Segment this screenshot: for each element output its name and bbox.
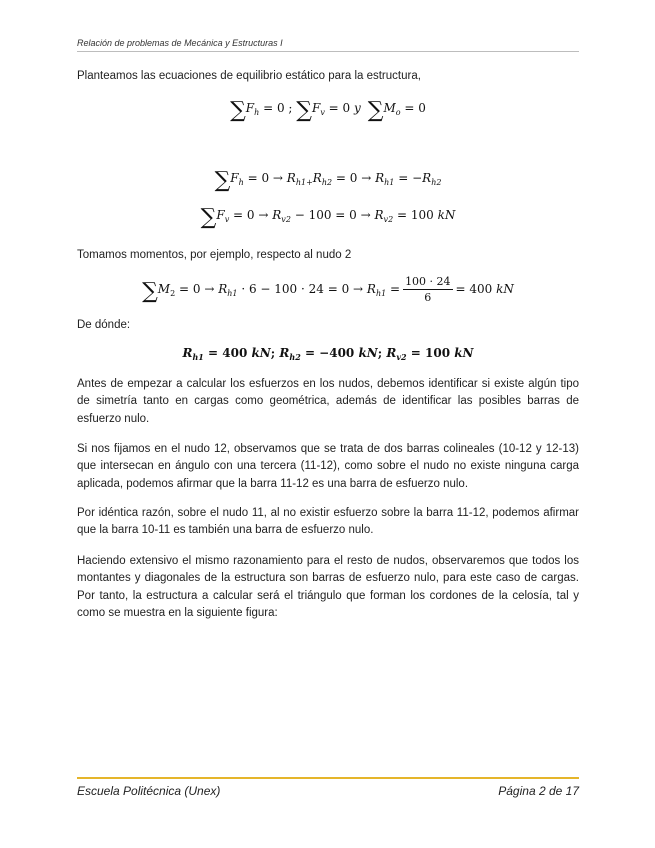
- fraction: $\frac{100 \cdot 24}{6}$: [405, 275, 451, 304]
- paragraph-intro: Planteamos las ecuaciones de equilibrio estático para la estructura,: [77, 70, 421, 82]
- equation-results: $R_{h1} = 400$ kN; $R_{h2} = -400$ kN; $R_{v2} = 100$ kN: [182, 346, 474, 362]
- paragraph-node-11: Por idéntica razón, sobre el nudo 11, al no existir esfuerzo sobre la barra 11-12, podemos afirmar que la barra 10-11 es también una barra de esfuerzo nulo.: [77, 507, 579, 537]
- page-header-title: Relación de problemas de Mecánica y Estructuras I: [77, 38, 283, 48]
- equation-horizontal-forces: $\sum F_h = 0 \to R_{h1+}R_{h2} = 0 \to R_{h1} = -R_{h2}$: [214, 168, 442, 193]
- footer-page-number: Página 2 de 17: [498, 784, 579, 798]
- header-divider: [77, 51, 579, 52]
- footer-school: Escuela Politécnica (Unex): [77, 784, 221, 798]
- paragraph-conclusion: Haciendo extensivo el mismo razonamiento para el resto de nudos, observaremos que todos los montantes y diagonales de la estructura son barras de esfuerzo nulo, para este caso de cargas. Por tanto, la estructura a calcular será el triángulo que forman los cordones de la celosía, tal y como se muestra en la siguiente figura:: [77, 555, 579, 620]
- paragraph-node-12: Si nos fijamos en el nudo 12, observamos que se trata de dos barras colineales (10-12 y 12-13) que intersecan en ángulo con una tercera (11-12), como sobre el nudo no existe ninguna carga aplicada, podemos afirmar que la barra 11-12 es una barra de esfuerzo nulo.: [77, 443, 579, 490]
- paragraph-symmetry: Antes de empezar a calcular los esfuerzos en los nudos, debemos identificar si existe algún tipo de simetría tanto en cargas como geométrica, además de identificar las posibles barras de esfuerzo nulo.: [77, 378, 579, 425]
- equation-moments: $\sum M_2 = 0 \to R_{h1} \cdot 6 - 100 \cdot 24 = 0 \to R_{h1}$ = $\frac{100 \cdot 24}{6}$ = 400 kN: [142, 275, 514, 304]
- equation-vertical-forces: $\sum F_v = 0 \to R_{v2} - 100 = 0 \to R_{v2} = 100$ kN: [200, 205, 456, 230]
- paragraph-moments: Tomamos momentos, por ejemplo, respecto al nudo 2: [77, 249, 352, 261]
- equation-equilibrium: $\sum F_h = 0$ ; $\sum F_v = 0$ y $\sum M_o = 0$: [230, 98, 426, 123]
- paragraph-from-where: De dónde:: [77, 319, 131, 331]
- footer-divider: [77, 777, 579, 779]
